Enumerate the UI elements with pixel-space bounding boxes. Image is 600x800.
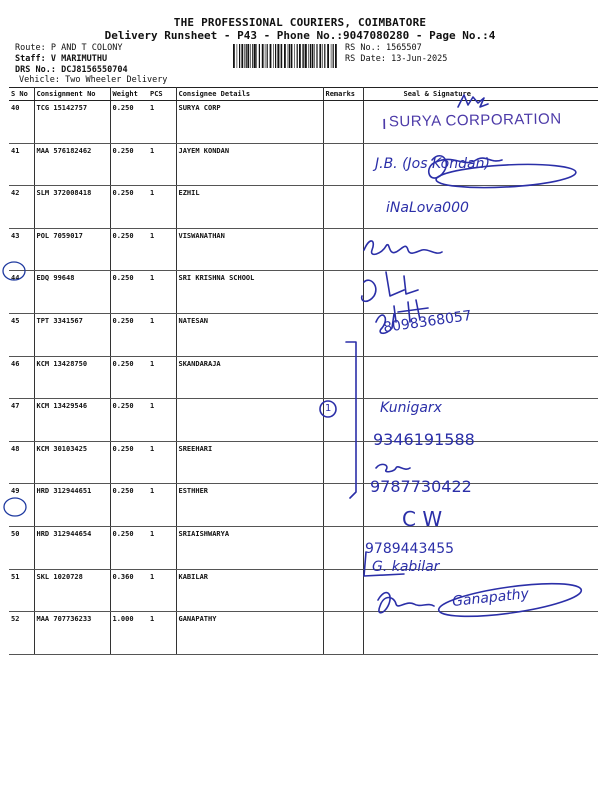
barcode-bar xyxy=(299,44,301,68)
barcode-bar xyxy=(256,44,257,68)
table-row xyxy=(9,484,598,527)
row-sno: 50 xyxy=(9,526,34,569)
barcode-bar xyxy=(239,44,240,68)
barcode-bar xyxy=(267,44,268,68)
route-label: Route: xyxy=(15,43,46,53)
row-signature xyxy=(363,612,598,655)
row-sno: 42 xyxy=(9,186,34,229)
row-consignment-no: HRD 312944651 xyxy=(34,484,110,527)
vehicle-line xyxy=(19,75,167,85)
name-row48: Kunigarx xyxy=(380,400,442,416)
barcode-bar xyxy=(250,44,251,68)
rs-no-value: 1565507 xyxy=(385,43,422,53)
row-pcs: 1 xyxy=(148,569,176,612)
row-pcs: 1 xyxy=(148,313,176,356)
row-signature xyxy=(363,228,598,271)
row-pcs: 1 xyxy=(148,271,176,314)
staff-line xyxy=(15,54,107,64)
phone-row48: 9346191588 xyxy=(373,430,475,449)
phone-row45: 8098368057 xyxy=(382,307,473,337)
row-consignment-no: TPT 3341567 xyxy=(34,313,110,356)
col-header-signature: Seal & Signature xyxy=(363,88,598,101)
row-remarks xyxy=(323,271,363,314)
table-row xyxy=(9,356,598,399)
row-consignment-no: KCM 30103425 xyxy=(34,441,110,484)
barcode-bar xyxy=(327,44,329,68)
drs-label: DRS No.: xyxy=(15,65,56,75)
table-row xyxy=(9,228,598,271)
seal-stamp: ❙SURYA CORPORATION xyxy=(379,110,562,131)
col-header-sno: S No xyxy=(9,88,34,101)
row-weight: 0.250 xyxy=(110,526,148,569)
barcode-bar xyxy=(241,44,243,68)
phone-row51: 9789443455 xyxy=(365,541,455,557)
barcode-bar xyxy=(314,44,315,68)
row-remarks xyxy=(323,526,363,569)
row-remarks xyxy=(323,569,363,612)
barcode-bar xyxy=(237,44,238,68)
row-pcs: 1 xyxy=(148,441,176,484)
row-remarks xyxy=(323,484,363,527)
barcode-bar xyxy=(262,44,264,68)
row-remarks xyxy=(323,228,363,271)
barcode-bar xyxy=(310,44,311,68)
barcode-bar xyxy=(297,44,298,68)
barcode-bar xyxy=(305,44,307,68)
runsheet-table xyxy=(9,87,598,655)
row-weight: 0.360 xyxy=(110,569,148,612)
rs-date-value: 13-Jun-2025 xyxy=(391,54,448,64)
row-signature xyxy=(363,356,598,399)
row-sno: 43 xyxy=(9,228,34,271)
table-row xyxy=(9,143,598,186)
row-pcs: 1 xyxy=(148,143,176,186)
row-pcs: 1 xyxy=(148,228,176,271)
phone-row49: 9787730422 xyxy=(370,477,472,496)
row-weight: 0.250 xyxy=(110,356,148,399)
row-consignee: SRIAISHWARYA xyxy=(176,526,323,569)
row-pcs: 1 xyxy=(148,484,176,527)
row-consignment-no: SLM 372008418 xyxy=(34,186,110,229)
barcode-bar xyxy=(335,44,337,68)
table-row xyxy=(9,313,598,356)
row-pcs: 1 xyxy=(148,101,176,144)
row-weight: 0.250 xyxy=(110,441,148,484)
row-consignee: SREEHARI xyxy=(176,441,323,484)
row-weight: 0.250 xyxy=(110,484,148,527)
row-consignment-no: POL 7059017 xyxy=(34,228,110,271)
row-pcs: 1 xyxy=(148,356,176,399)
barcode-bar xyxy=(270,44,272,68)
row-sno: 48 xyxy=(9,441,34,484)
rs-date-label: RS Date: xyxy=(345,54,386,64)
name-row51: G. kabilar xyxy=(372,559,440,575)
row-remarks xyxy=(323,101,363,144)
barcode-bar xyxy=(291,44,293,68)
barcode-bar xyxy=(247,44,249,68)
col-header-consignee: Consignee Details xyxy=(176,88,323,101)
col-header-pcs: PCS xyxy=(148,88,176,101)
row-consignment-no: SKL 1020728 xyxy=(34,569,110,612)
row-weight: 0.250 xyxy=(110,228,148,271)
table-row xyxy=(9,612,598,655)
table-row xyxy=(9,441,598,484)
row-consignee: VISWANATHAN xyxy=(176,228,323,271)
name-row52: Ganapathy xyxy=(451,586,530,610)
barcode-bar xyxy=(280,44,281,68)
signature-row41: J.B. (Jos Kondan) xyxy=(375,156,490,172)
row-consignee: GANAPATHY xyxy=(176,612,323,655)
drs-value: DCJ8156550704 xyxy=(61,65,128,75)
row-remarks xyxy=(323,313,363,356)
barcode-bar xyxy=(244,44,245,68)
row-sno: 46 xyxy=(9,356,34,399)
route-value: P AND T COLONY xyxy=(50,43,123,53)
col-header-consignment: Consignment No xyxy=(34,88,110,101)
row-sno: 52 xyxy=(9,612,34,655)
row-weight: 1.000 xyxy=(110,612,148,655)
row-remarks xyxy=(323,356,363,399)
row-sno: 49 xyxy=(9,484,34,527)
row-sno: 47 xyxy=(9,399,34,442)
barcode-bar xyxy=(281,44,282,68)
row-consignee xyxy=(176,399,323,442)
vehicle-label: Vehicle: xyxy=(19,75,60,85)
row-consignee: NATESAN xyxy=(176,313,323,356)
row-consignee: EZHIL xyxy=(176,186,323,229)
row-consignee: SKANDARAJA xyxy=(176,356,323,399)
barcode-bar xyxy=(275,44,276,68)
row-consignee: KABILAR xyxy=(176,569,323,612)
row-remarks xyxy=(323,186,363,229)
row-remarks xyxy=(323,143,363,186)
row-consignment-no: TCG 15142757 xyxy=(34,101,110,144)
barcode-bar xyxy=(294,44,295,68)
barcode-bar xyxy=(246,44,247,68)
staff-label: Staff: xyxy=(15,54,46,64)
table-row xyxy=(9,399,598,442)
barcode-bar xyxy=(333,44,334,68)
barcode-bar xyxy=(331,44,332,68)
barcode-bar xyxy=(254,44,256,68)
mark-row47: 1 xyxy=(325,403,332,414)
row-pcs: 1 xyxy=(148,612,176,655)
row-consignee: ESTHHER xyxy=(176,484,323,527)
barcode-bar xyxy=(312,44,314,68)
staff-value: V MARIMUTHU xyxy=(50,54,108,64)
barcode-bar xyxy=(303,44,304,68)
signature-row42: iNaLova000 xyxy=(386,200,469,216)
row-sno: 40 xyxy=(9,101,34,144)
row-sno: 44 xyxy=(9,271,34,314)
row-weight: 0.250 xyxy=(110,101,148,144)
barcode-bar xyxy=(284,44,286,68)
barcode-bar xyxy=(259,44,260,68)
document-subtitle: Delivery Runsheet - P43 - Phone No.:9047080280 - Page No.:4 xyxy=(104,29,496,42)
table-header-row xyxy=(9,88,598,101)
rs-date-line xyxy=(345,54,447,64)
row-consignment-no: HRD 312944654 xyxy=(34,526,110,569)
table-row xyxy=(9,526,598,569)
col-header-remarks: Remarks xyxy=(323,88,363,101)
row-consignment-no: KCM 13428750 xyxy=(34,356,110,399)
table-row xyxy=(9,186,598,229)
row-consignee: SURYA CORP xyxy=(176,101,323,144)
row-weight: 0.250 xyxy=(110,313,148,356)
rs-no-line xyxy=(345,43,422,53)
row-pcs: 1 xyxy=(148,399,176,442)
drs-line xyxy=(15,65,128,75)
vehicle-value: Two Wheeler Delivery xyxy=(65,75,168,85)
row-consignee: JAYEM KONDAN xyxy=(176,143,323,186)
barcode-bar xyxy=(289,44,290,68)
barcode-bar xyxy=(302,44,303,68)
row-sno: 51 xyxy=(9,569,34,612)
barcode-bar xyxy=(288,44,289,68)
row-sno: 41 xyxy=(9,143,34,186)
document-title: THE PROFESSIONAL COURIERS, COIMBATORE xyxy=(173,16,427,29)
col-header-weight: Weight xyxy=(110,88,148,101)
row-consignment-no: MAA 707736233 xyxy=(34,612,110,655)
row-weight: 0.250 xyxy=(110,399,148,442)
barcode-bar xyxy=(319,44,321,68)
row-weight: 0.250 xyxy=(110,143,148,186)
barcode-bar xyxy=(233,44,235,68)
barcode-bar xyxy=(316,44,317,68)
row-weight: 0.250 xyxy=(110,186,148,229)
barcode-bar xyxy=(322,44,323,68)
rs-no-label: RS No.: xyxy=(345,43,381,53)
row-pcs: 1 xyxy=(148,186,176,229)
row-sno: 45 xyxy=(9,313,34,356)
seal-stamp-text: SURYA CORPORATION xyxy=(388,110,562,131)
row-consignment-no: EDQ 99648 xyxy=(34,271,110,314)
table-row xyxy=(9,271,598,314)
barcode-bar xyxy=(273,44,274,68)
row-weight: 0.250 xyxy=(110,271,148,314)
row-consignment-no: KCM 13429546 xyxy=(34,399,110,442)
row-signature xyxy=(363,271,598,314)
barcode-bar xyxy=(252,44,253,68)
barcode-bar xyxy=(265,44,266,68)
route-line xyxy=(15,43,123,53)
row-remarks xyxy=(323,612,363,655)
barcode-bar xyxy=(324,44,325,68)
signature-row50: C W xyxy=(402,507,443,531)
row-remarks xyxy=(323,441,363,484)
row-consignment-no: MAA 576182462 xyxy=(34,143,110,186)
barcode-bar xyxy=(308,44,309,68)
row-pcs: 1 xyxy=(148,526,176,569)
barcode-image xyxy=(233,44,337,68)
row-consignee: SRI KRISHNA SCHOOL xyxy=(176,271,323,314)
barcode-bar xyxy=(277,44,279,68)
